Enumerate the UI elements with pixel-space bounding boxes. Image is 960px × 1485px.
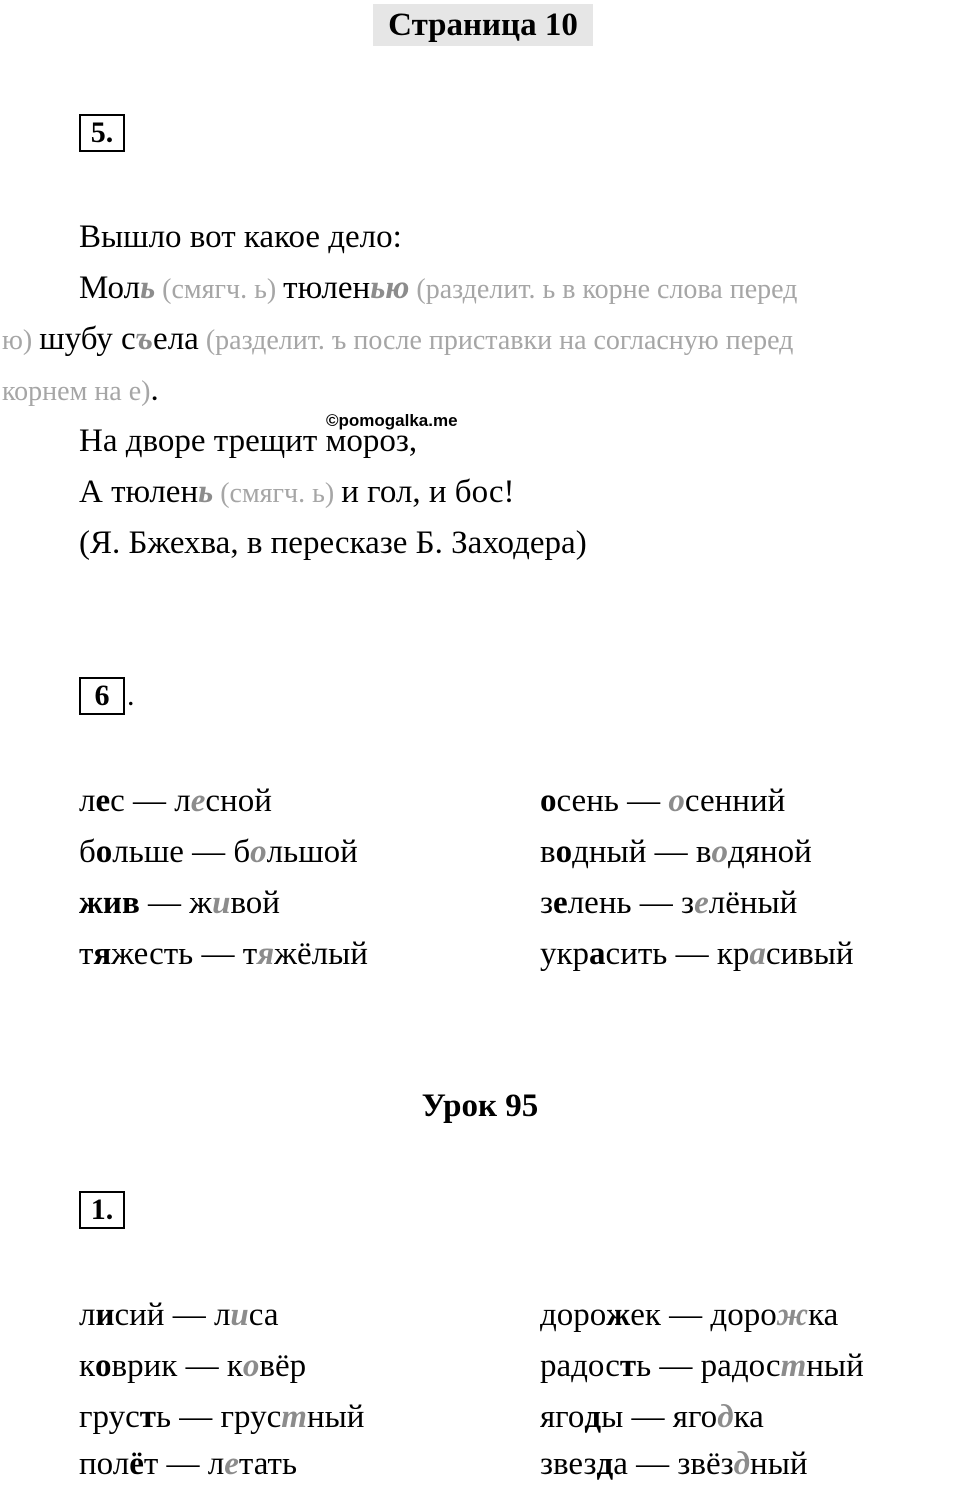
word-pair: жив — живой	[79, 885, 280, 921]
soft-sign-highlight: ь	[198, 474, 214, 510]
word-pair: радость — радостный	[540, 1348, 864, 1384]
word-pair: грусть — грустный	[79, 1399, 365, 1435]
word-pair: полёт — летать	[79, 1446, 297, 1482]
poem-line-6: А тюлень (смягч. ь) и гол, и бос!	[79, 474, 515, 510]
word-pair: тяжесть — тяжёлый	[79, 936, 368, 972]
word-pair: звезда — звёздный	[540, 1446, 808, 1482]
lesson-title: Урок 95	[421, 1088, 539, 1124]
word-pair: водный — водяной	[540, 834, 812, 870]
word-pair: осень — осенний	[540, 783, 786, 819]
task-number-6: 6	[79, 677, 125, 715]
poem-attribution: (Я. Бжехва, в пересказе Б. Заходера)	[79, 525, 587, 561]
word-pair: украсить — красивый	[540, 936, 854, 972]
word-pair: зелень — зелёный	[540, 885, 798, 921]
task-number-1: 1.	[79, 1191, 125, 1229]
note: (разделит. ъ после приставки на согласную перед	[198, 325, 794, 356]
note: ю)	[2, 325, 40, 356]
hard-sign-highlight: ъ	[135, 321, 154, 357]
poem-line-5: На дворе трещит мороз,	[79, 423, 418, 459]
word-pair: лисий — лиса	[79, 1297, 279, 1333]
note: корнем на е)	[2, 376, 151, 407]
note: (смягч. ь)	[155, 274, 284, 305]
soft-sign-highlight: ью	[370, 270, 410, 306]
word-pair: дорожек — дорожка	[540, 1297, 839, 1333]
page-title: Страница 10	[373, 4, 593, 46]
task-number-6-dot: .	[127, 679, 135, 712]
poem-line-1: Вышло вот какое дело:	[79, 219, 402, 255]
soft-sign-highlight: ь	[140, 270, 156, 306]
poem-line-4: корнем на е).	[2, 372, 159, 408]
word-pair: больше — большой	[79, 834, 358, 870]
note: (смягч. ь)	[213, 478, 342, 509]
note: (разделит. ь в корне слова перед	[409, 274, 798, 305]
word-pair: лес — лесной	[79, 783, 272, 819]
watermark: ©pomogalka.me	[326, 411, 458, 430]
poem-line-3: ю) шубу съела (разделит. ъ после приставки на согласную перед	[2, 321, 794, 357]
word-pair: ягоды — ягодка	[540, 1399, 764, 1435]
poem-line-2: Моль (смягч. ь) тюленью (разделит. ь в корне слова перед	[79, 270, 798, 306]
word-pair: коврик — ковёр	[79, 1348, 307, 1384]
task-number-5: 5.	[79, 114, 125, 152]
